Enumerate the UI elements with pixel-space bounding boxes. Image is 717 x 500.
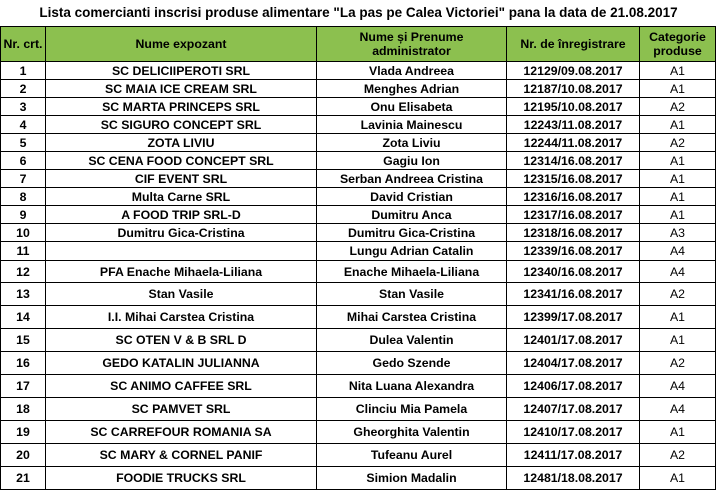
- cell-nr[interactable]: 11: [1, 242, 46, 261]
- cell-expozant[interactable]: SC MARTA PRINCEPS SRL: [46, 98, 317, 116]
- cell-nr[interactable]: 15: [1, 329, 46, 352]
- cell-expozant[interactable]: SC CENA FOOD CONCEPT SRL: [46, 152, 317, 170]
- cell-nr[interactable]: 16: [1, 352, 46, 375]
- cell-administrator[interactable]: Simion Madalin: [317, 467, 507, 490]
- cell-inregistrare[interactable]: 12243/11.08.2017: [507, 116, 640, 134]
- cell-administrator[interactable]: Nita Luana Alexandra: [317, 375, 507, 398]
- cell-administrator[interactable]: Stan Vasile: [317, 283, 507, 306]
- cell-inregistrare[interactable]: 12401/17.08.2017: [507, 329, 640, 352]
- cell-inregistrare[interactable]: 12244/11.08.2017: [507, 134, 640, 152]
- cell-administrator[interactable]: Gagiu Ion: [317, 152, 507, 170]
- header-expozant[interactable]: Nume expozant: [46, 27, 317, 62]
- cell-nr[interactable]: 21: [1, 467, 46, 490]
- cell-inregistrare[interactable]: 12481/18.08.2017: [507, 467, 640, 490]
- cell-expozant[interactable]: SC DELICIIPEROTI SRL: [46, 62, 317, 80]
- cell-categorie[interactable]: A2: [640, 352, 716, 375]
- table-row: [1, 80, 716, 98]
- table-row: [1, 98, 716, 116]
- table-row: [1, 206, 716, 224]
- table-row: [1, 224, 716, 242]
- exhibitors-table: [0, 26, 716, 490]
- table-row: [1, 170, 716, 188]
- cell-nr[interactable]: 8: [1, 188, 46, 206]
- cell-expozant[interactable]: [46, 242, 317, 261]
- cell-nr[interactable]: 2: [1, 80, 46, 98]
- cell-expozant[interactable]: I.I. Mihai Carstea Cristina: [46, 306, 317, 329]
- cell-expozant[interactable]: A FOOD TRIP SRL-D: [46, 206, 317, 224]
- cell-expozant[interactable]: SC ANIMO CAFFEE SRL: [46, 375, 317, 398]
- cell-inregistrare[interactable]: 12407/17.08.2017: [507, 398, 640, 421]
- table-row: [1, 329, 716, 352]
- cell-administrator[interactable]: Serban Andreea Cristina: [317, 170, 507, 188]
- cell-categorie[interactable]: A1: [640, 152, 716, 170]
- cell-expozant[interactable]: CIF EVENT SRL: [46, 170, 317, 188]
- cell-expozant[interactable]: SC PAMVET SRL: [46, 398, 317, 421]
- cell-nr[interactable]: 18: [1, 398, 46, 421]
- cell-expozant[interactable]: ZOTA LIVIU: [46, 134, 317, 152]
- header-nr[interactable]: Nr. crt.: [1, 27, 46, 62]
- cell-categorie[interactable]: A2: [640, 98, 716, 116]
- table-row: [1, 375, 716, 398]
- cell-inregistrare[interactable]: 12129/09.08.2017: [507, 62, 640, 80]
- cell-administrator[interactable]: Menghes Adrian: [317, 80, 507, 98]
- cell-administrator[interactable]: Tufeanu Aurel: [317, 444, 507, 467]
- cell-categorie[interactable]: A2: [640, 283, 716, 306]
- cell-inregistrare[interactable]: 12314/16.08.2017: [507, 152, 640, 170]
- cell-nr[interactable]: 10: [1, 224, 46, 242]
- cell-categorie[interactable]: A1: [640, 421, 716, 444]
- cell-expozant[interactable]: Dumitru Gica-Cristina: [46, 224, 317, 242]
- cell-administrator[interactable]: Vlada Andreea: [317, 62, 507, 80]
- sheet-title: Lista comercianti inscrisi produse alimentare "La pas pe Calea Victoriei" pana la data de 21.08.2017: [39, 5, 678, 20]
- cell-administrator[interactable]: Dulea Valentin: [317, 329, 507, 352]
- cell-administrator[interactable]: Onu Elisabeta: [317, 98, 507, 116]
- cell-administrator[interactable]: Gheorghita Valentin: [317, 421, 507, 444]
- table-row: [1, 306, 716, 329]
- cell-nr[interactable]: 19: [1, 421, 46, 444]
- cell-nr[interactable]: 9: [1, 206, 46, 224]
- cell-inregistrare[interactable]: 12187/10.08.2017: [507, 80, 640, 98]
- table-row: [1, 152, 716, 170]
- cell-inregistrare[interactable]: 12339/16.08.2017: [507, 242, 640, 261]
- cell-categorie[interactable]: A4: [640, 261, 716, 283]
- cell-nr[interactable]: 7: [1, 170, 46, 188]
- cell-administrator[interactable]: Clinciu Mia Pamela: [317, 398, 507, 421]
- cell-administrator[interactable]: David Cristian: [317, 188, 507, 206]
- table-row: [1, 242, 716, 261]
- cell-categorie[interactable]: A1: [640, 467, 716, 490]
- cell-administrator[interactable]: Lavinia Mainescu: [317, 116, 507, 134]
- cell-nr[interactable]: 14: [1, 306, 46, 329]
- cell-nr[interactable]: 20: [1, 444, 46, 467]
- cell-nr[interactable]: 12: [1, 261, 46, 283]
- cell-expozant[interactable]: SC OTEN V & B SRL D: [46, 329, 317, 352]
- cell-categorie[interactable]: A1: [640, 188, 716, 206]
- table-row: [1, 398, 716, 421]
- cell-inregistrare[interactable]: 12404/17.08.2017: [507, 352, 640, 375]
- cell-categorie[interactable]: A1: [640, 80, 716, 98]
- cell-expozant[interactable]: Stan Vasile: [46, 283, 317, 306]
- cell-nr[interactable]: 13: [1, 283, 46, 306]
- cell-expozant[interactable]: SC MAIA ICE CREAM SRL: [46, 80, 317, 98]
- cell-inregistrare[interactable]: 12410/17.08.2017: [507, 421, 640, 444]
- table-row: [1, 62, 716, 80]
- cell-categorie[interactable]: A1: [640, 329, 716, 352]
- cell-expozant[interactable]: SC MARY & CORNEL PANIF: [46, 444, 317, 467]
- cell-categorie[interactable]: A1: [640, 206, 716, 224]
- cell-inregistrare[interactable]: 12316/16.08.2017: [507, 188, 640, 206]
- cell-administrator[interactable]: Dumitru Gica-Cristina: [317, 224, 507, 242]
- cell-inregistrare[interactable]: 12195/10.08.2017: [507, 98, 640, 116]
- cell-categorie[interactable]: A1: [640, 306, 716, 329]
- table-row: [1, 444, 716, 467]
- cell-nr[interactable]: 17: [1, 375, 46, 398]
- cell-expozant[interactable]: GEDO KATALIN JULIANNA: [46, 352, 317, 375]
- table-row: [1, 188, 716, 206]
- cell-categorie[interactable]: A2: [640, 134, 716, 152]
- cell-categorie[interactable]: A2: [640, 444, 716, 467]
- cell-administrator[interactable]: Lungu Adrian Catalin: [317, 242, 507, 261]
- header-inregistrare[interactable]: Nr. de înregistrare: [507, 27, 640, 62]
- cell-categorie[interactable]: A4: [640, 398, 716, 421]
- cell-categorie[interactable]: A4: [640, 242, 716, 261]
- table-row: [1, 134, 716, 152]
- table-row: [1, 421, 716, 444]
- header-administrator[interactable]: Nume și Prenume administrator: [317, 27, 507, 62]
- cell-inregistrare[interactable]: 12411/17.08.2017: [507, 444, 640, 467]
- cell-inregistrare[interactable]: 12340/16.08.2017: [507, 261, 640, 283]
- cell-expozant[interactable]: SC CARREFOUR ROMANIA SA: [46, 421, 317, 444]
- cell-inregistrare[interactable]: 12317/16.08.2017: [507, 206, 640, 224]
- cell-inregistrare[interactable]: 12406/17.08.2017: [507, 375, 640, 398]
- cell-categorie[interactable]: A3: [640, 224, 716, 242]
- cell-expozant[interactable]: SC SIGURO CONCEPT SRL: [46, 116, 317, 134]
- cell-nr[interactable]: 4: [1, 116, 46, 134]
- cell-administrator[interactable]: Dumitru Anca: [317, 206, 507, 224]
- header-categorie[interactable]: Categorie produse: [640, 27, 716, 62]
- cell-nr[interactable]: 3: [1, 98, 46, 116]
- table-body: [1, 62, 716, 490]
- table-row: [1, 283, 716, 306]
- cell-categorie[interactable]: A1: [640, 62, 716, 80]
- cell-categorie[interactable]: A1: [640, 170, 716, 188]
- cell-administrator[interactable]: Zota Liviu: [317, 134, 507, 152]
- cell-expozant[interactable]: Multa Carne SRL: [46, 188, 317, 206]
- cell-categorie[interactable]: A1: [640, 116, 716, 134]
- table-row: [1, 352, 716, 375]
- table-row: [1, 116, 716, 134]
- cell-nr[interactable]: 6: [1, 152, 46, 170]
- cell-administrator[interactable]: Enache Mihaela-Liliana: [317, 261, 507, 283]
- cell-expozant[interactable]: FOODIE TRUCKS SRL: [46, 467, 317, 490]
- cell-inregistrare[interactable]: 12341/16.08.2017: [507, 283, 640, 306]
- cell-categorie[interactable]: A4: [640, 375, 716, 398]
- cell-expozant[interactable]: PFA Enache Mihaela-Liliana: [46, 261, 317, 283]
- table-row: [1, 467, 716, 490]
- cell-nr[interactable]: 1: [1, 62, 46, 80]
- cell-inregistrare[interactable]: 12315/16.08.2017: [507, 170, 640, 188]
- cell-inregistrare[interactable]: 12318/16.08.2017: [507, 224, 640, 242]
- cell-nr[interactable]: 5: [1, 134, 46, 152]
- table-row: [1, 261, 716, 283]
- header-row: [1, 27, 716, 62]
- cell-administrator[interactable]: Mihai Carstea Cristina: [317, 306, 507, 329]
- cell-inregistrare[interactable]: 12399/17.08.2017: [507, 306, 640, 329]
- cell-administrator[interactable]: Gedo Szende: [317, 352, 507, 375]
